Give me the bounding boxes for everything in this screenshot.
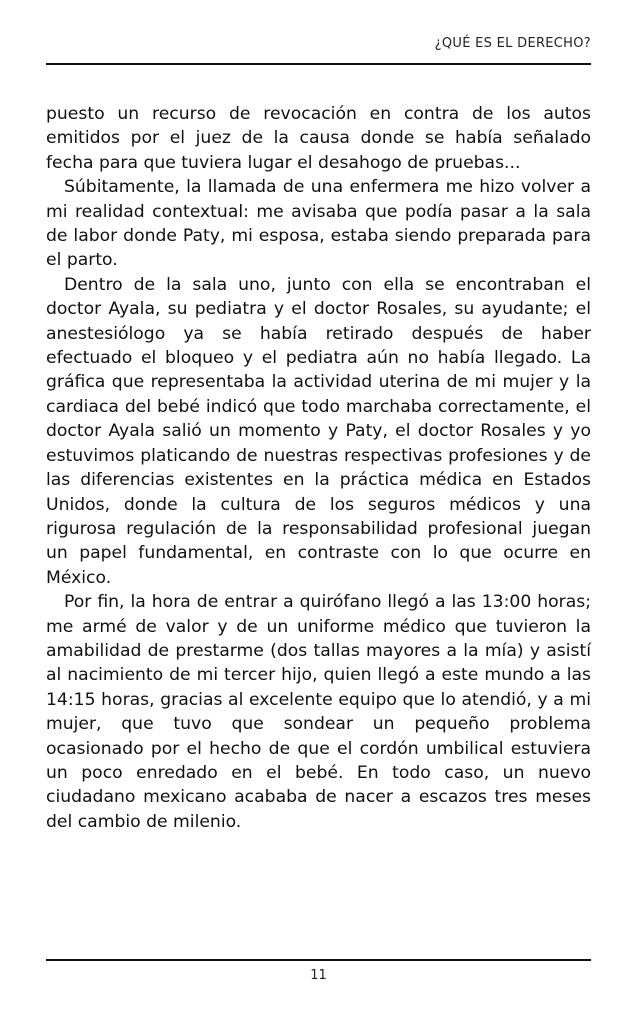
running-header: ¿QUÉ ES EL DERECHO? bbox=[434, 36, 591, 51]
paragraph-nurse-call: Súbitamente, la llamada de una enfermera me hizo volver a mi realidad contextual: me avisaba que podía pasar a la sala de labor donde Paty, mi esposa, estaba siendo preparada para el parto. bbox=[46, 177, 591, 271]
paragraph-labor-room: Dentro de la sala uno, junto con ella se encontraban el doctor Ayala, su pediatra y el doctor Rosales, su ayudante; el anestesiólogo ya se había retirado después de haber efectuado el bloqueo y el pediatra aún no había llegado. La gráfica que representaba la actividad uterina de mi mujer y la cardiaca del bebé indicó que todo marchaba correctamente, el doctor Ayala salió un momento y Paty, el doctor Rosales y yo estuvimos platicando de nuestras respectivas profesiones y de las diferencias existentes en la práctica médica en Estados Unidos, donde la cultura de los seguros médicos y una rigurosa regulación de la responsabilidad profesional juegan un papel fundamental, en contraste con lo que ocurre en México. bbox=[46, 274, 591, 588]
body-text bbox=[46, 102, 591, 834]
paragraph-continuation: puesto un recurso de revocación en contra de los autos emitidos por el juez de la causa donde se había señalado fecha para que tuviera lugar el desahogo de pruebas... bbox=[46, 104, 591, 173]
footer-rule bbox=[46, 959, 591, 961]
paragraph-birth: Por fin, la hora de entrar a quirófano llegó a las 13:00 horas; me armé de valor y de un uniforme médico que tuvieron la amabilidad de prestarme (dos tallas mayores a la mía) y asistí al nacimiento de mi tercer hijo, quien llegó a este mundo a las 14:15 horas, gracias al excelente equipo que lo atendió, y a mi mujer, que tuvo que sondear un pequeño problema ocasionado por el hecho de que el cordón umbilical estuviera un poco enredado en el bebé. En todo caso, un nuevo ciudadano mexicano acababa de nacer a escazos tres meses del cambio de milenio. bbox=[46, 592, 591, 832]
page-number: 11 bbox=[310, 968, 327, 983]
header-rule bbox=[46, 63, 591, 65]
